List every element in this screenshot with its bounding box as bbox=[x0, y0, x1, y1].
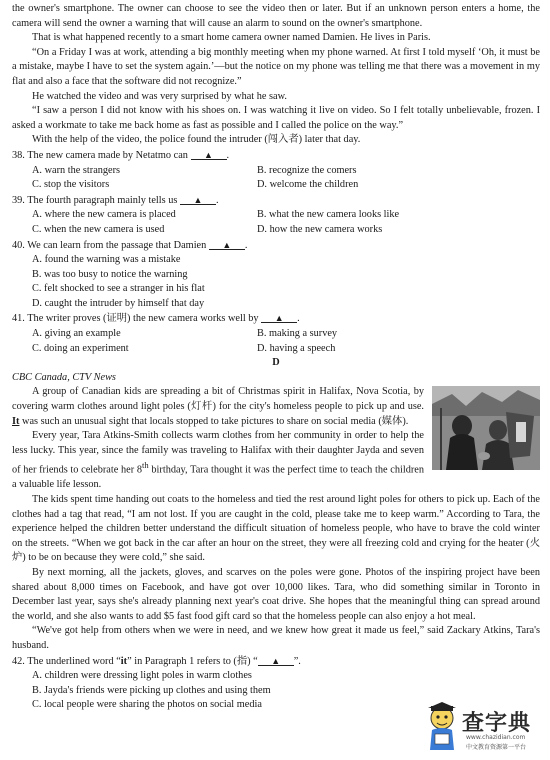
kids-photo bbox=[432, 386, 540, 470]
question-number: 41. bbox=[12, 313, 25, 325]
option-a[interactable]: A. warn the strangers bbox=[32, 164, 121, 176]
triangle-icon: ▲ bbox=[204, 149, 213, 160]
option-b[interactable]: B. was too busy to notice the warning bbox=[32, 268, 188, 280]
option-d[interactable]: D. how the new camera works bbox=[257, 223, 383, 235]
option-d[interactable]: D. caught the intruder by himself that day bbox=[32, 297, 205, 309]
option-a[interactable]: A. children were dressing light poles in warm clothes bbox=[32, 670, 252, 682]
option-c[interactable]: C. doing an experiment bbox=[32, 342, 129, 354]
question-number: 38. bbox=[12, 149, 25, 161]
question-41 bbox=[12, 311, 540, 356]
passage-d-paragraph-3: The kids spent time handing out coats to the homeless and tied the rest around light poles for others to pick up. Each of the clothes had a tag that read, “I am not lost. If you are caught in the cold, please take me to keep warm.” According to Tara, the experience helped the children better understand the difficult situation of homeless people, who have to brave the cold winter on the streets. “When we got back in the car after an hour on the street, they were all freezing cold and crying for the heater (火炉) to be on because they were cold,” she said. bbox=[12, 494, 540, 564]
option-b[interactable]: B. making a survey bbox=[257, 328, 338, 340]
passage-c-paragraph-5: “I saw a person I did not know with his shoes on. I was watching it live on video. So I felt totally unbelievable, frozen. I asked a workmate to take me back home as fast as possible and I called the police on the way.” bbox=[12, 105, 540, 131]
option-a[interactable]: A. giving an example bbox=[32, 328, 121, 340]
triangle-icon: ▲ bbox=[193, 194, 203, 205]
question-38 bbox=[12, 148, 540, 193]
answer-blank[interactable] bbox=[191, 148, 227, 160]
passage-c-paragraph-3: “On a Friday I was at work, attending a big monthly meeting when my phone warned. At first I told myself ‘Oh, it must be a mistake, maybe I have to set the system again.’—but the notice on my phone was telling me that there was a movement in my flat and also a face that the software did not recognize.” bbox=[12, 46, 540, 87]
option-c[interactable]: C. when the new camera is used bbox=[32, 223, 165, 235]
option-c[interactable]: C. felt shocked to see a stranger in his flat bbox=[32, 283, 205, 295]
answer-blank[interactable] bbox=[261, 311, 297, 323]
passage-source: CBC Canada, CTV News bbox=[12, 371, 116, 383]
passage-c-paragraph-2: That is what happened recently to a smart home camera owner named Damien. He lives in Paris. bbox=[32, 32, 431, 44]
question-stem: We can learn from the passage that Damien bbox=[27, 239, 207, 251]
question-number: 42. bbox=[12, 655, 25, 667]
exam-page bbox=[12, 2, 540, 713]
option-a[interactable]: A. where the new camera is placed bbox=[32, 209, 176, 221]
question-stem: The new camera made by Netatmo can bbox=[27, 149, 188, 161]
triangle-icon: ▲ bbox=[271, 655, 281, 666]
passage-d-paragraph-1: A group of Canadian kids are spreading a bit of Christmas spirit in Halifax, Nova Scotia, by covering warm clothes around light poles (灯杆) for the city's homeless people to pick up and use. It was such an unusual sight that locals stopped to take pictures to share on social media (媒体). bbox=[12, 386, 424, 427]
passage-d-paragraph-4: By next morning, all the jackets, gloves, and scarves on the poles were gone. Photos of the inspiring project have been shared about 8,000 times on Facebook, and have got over 10,000 likes. Tara, who did something similar in Toronto in December last year, says she's already planning next year's coat drive. She hopes that the meaningful thing can spread around the world, and she also wants to add $5 fast food gift card so that the homeless people can also enjoy a hot meal. bbox=[12, 566, 540, 622]
passage-c-paragraph-6: With the help of the video, the police found the intruder (闯入者) later that day. bbox=[32, 134, 361, 146]
question-42: 42. The underlined word “it” in Paragraph 1 refers to (指) “ ▲ ”. A. children were dressing light poles in warm clothes B. Jayda's friends were picking up clothes and using them C. local people were sharing the photos on social media bbox=[12, 654, 540, 713]
answer-blank[interactable] bbox=[258, 654, 294, 666]
question-40 bbox=[12, 238, 540, 312]
option-d[interactable]: D. welcome the children bbox=[257, 179, 359, 191]
question-39 bbox=[12, 193, 540, 238]
triangle-icon: ▲ bbox=[222, 239, 232, 250]
watermark-tagline: 中文教育资源第一平台 bbox=[466, 744, 527, 751]
option-c[interactable]: C. stop the visitors bbox=[32, 179, 110, 191]
mascot-icon bbox=[422, 700, 462, 756]
section-letter-d: D bbox=[272, 357, 280, 369]
passage-d-paragraph-5: “We've got help from others when we were in need, and we knew how great it made us feel,” said Zackary Atkins, Tara's husband. bbox=[12, 625, 540, 651]
watermark-title: 查字典 bbox=[462, 711, 532, 736]
option-a[interactable]: A. found the warning was a mistake bbox=[32, 254, 181, 266]
question-stem-end: . bbox=[226, 149, 230, 161]
option-b[interactable]: B. Jayda's friends were picking up clothes and using them bbox=[32, 684, 271, 696]
triangle-icon: ▲ bbox=[274, 313, 284, 324]
answer-blank[interactable] bbox=[180, 193, 216, 205]
option-d[interactable]: D. having a speech bbox=[257, 342, 336, 354]
passage-c-paragraph-1: the owner's smartphone. The owner can choose to see the video then or later. But if an unknown person enters a home, the camera will send the owner a warning that will cause an alarm to sound on the owner's smartphone. bbox=[12, 3, 540, 29]
watermark-url: www.chazidian.com bbox=[466, 734, 526, 741]
question-number: 39. bbox=[12, 194, 25, 206]
answer-blank[interactable] bbox=[209, 238, 245, 250]
question-stem: The writer proves (证明) the new camera works well by bbox=[27, 313, 259, 325]
quoted-word-it: it bbox=[120, 655, 128, 667]
option-b[interactable]: B. what the new camera looks like bbox=[257, 209, 400, 221]
option-b[interactable]: B. recognize the comers bbox=[257, 164, 357, 176]
photo-illustration bbox=[432, 386, 540, 470]
underlined-word-it: It bbox=[12, 415, 20, 427]
passage-c-paragraph-4: He watched the video and was very surprised by what he saw. bbox=[32, 90, 287, 102]
question-number: 40. bbox=[12, 239, 25, 251]
site-watermark-logo bbox=[422, 700, 540, 756]
question-stem: The fourth paragraph mainly tells us bbox=[27, 194, 178, 206]
question-stem-end: . bbox=[297, 313, 300, 325]
passage-d-paragraph-2: Every year, Tara Atkins-Smith collects warm clothes from her community in order to help the less lucky. This year, since the family was traveling to Halifax with their daughter Jayda and seven of her friends to celebrate her 8th birthday, Tara thought it was the perfect time to teach the children a valuable life lesson. bbox=[12, 430, 424, 491]
question-stem-end: . bbox=[244, 239, 248, 251]
question-stem-end: . bbox=[215, 194, 219, 206]
option-c[interactable]: C. local people were sharing the photos on social media bbox=[32, 699, 262, 711]
